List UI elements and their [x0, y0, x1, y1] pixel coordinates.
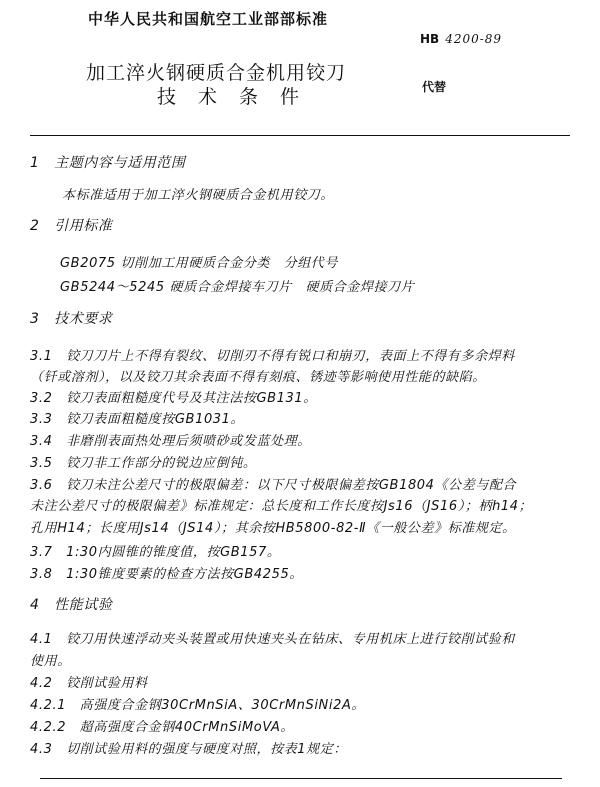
clause-3-6-line-3: 孔用H14；长度用Js14（JS14）；其余按HB5800-82-Ⅱ《一般公差》标准规定。	[30, 521, 516, 536]
clause-4-2: 4.2 铰削试验用料	[30, 676, 148, 691]
issuing-organization: 中华人民共和国航空工业部部标准	[88, 10, 329, 28]
clause-3-6-line-1: 3.6 铰刀未注公差尺寸的极限偏差：以下尺寸极限偏差按GB1804《公差与配合	[30, 478, 517, 493]
clause-4-1-line-1: 4.1 铰刀用快速浮动夹头装置或用快速夹头在钻床、专用机床上进行铰削试验和	[30, 632, 515, 647]
reference-1: GB2075 切削加工用硬质合金分类 分组代号	[60, 256, 339, 271]
clause-3-2: 3.2 铰刀表面粗糙度代号及其注法按GB131。	[30, 391, 317, 406]
clause-3-4: 3.4 非磨削表面热处理后须喷砂或发蓝处理。	[30, 434, 311, 449]
clause-4-1-line-2: 使用。	[30, 654, 71, 669]
replaces-label: 代替	[422, 80, 447, 94]
section-3-heading: 3 技术要求	[30, 311, 113, 327]
clause-3-7: 3.7 1:30内圆锥的锥度值，按GB157。	[30, 545, 281, 560]
reference-2: GB5244～5245 硬质合金焊接车刀片 硬质合金焊接刀片	[60, 280, 415, 295]
clause-4-3: 4.3 切削试验用料的强度与硬度对照，按表1规定：	[30, 742, 347, 757]
clause-3-1-line-1: 3.1 铰刀刀片上不得有裂纹、切削刃不得有锐口和崩刃，表面上不得有多余焊料	[30, 349, 515, 364]
section-2-heading: 2 引用标准	[30, 218, 113, 234]
clause-3-6-line-2: 未注公差尺寸的极限偏差》标准规定：总长度和工作长度按Js16（JS16）；柄h14；	[30, 499, 533, 514]
section-4-heading: 4 性能试验	[30, 597, 113, 613]
document-subtitle: 技术条件	[157, 86, 322, 108]
header-divider	[30, 135, 570, 136]
clause-3-5: 3.5 铰刀非工作部分的锐边应倒钝。	[30, 456, 257, 471]
clause-4-2-2: 4.2.2 超高强度合金钢40CrMnSiMoVA。	[30, 720, 295, 735]
clause-3-3: 3.3 铰刀表面粗糙度按GB1031。	[30, 412, 245, 427]
section-1-body: 本标准适用于加工淬火钢硬质合金机用铰刀。	[62, 188, 335, 203]
section-1-heading: 1 主题内容与适用范围	[30, 155, 186, 171]
standard-number	[420, 32, 502, 46]
document-title: 加工淬火钢硬质合金机用铰刀	[86, 62, 347, 84]
footer-divider	[40, 778, 562, 779]
clause-3-8: 3.8 1:30锥度要素的检查方法按GB4255。	[30, 567, 303, 582]
clause-3-1-line-2: （钎或溶剂），以及铰刀其余表面不得有刻痕、锈迹等影响使用性能的缺陷。	[30, 370, 486, 385]
standard-code: 4200-89	[445, 32, 503, 46]
clause-4-2-1: 4.2.1 高强度合金钢30CrMnSiA、30CrMnSiNi2A。	[30, 698, 366, 713]
standard-prefix: HB	[420, 32, 440, 46]
